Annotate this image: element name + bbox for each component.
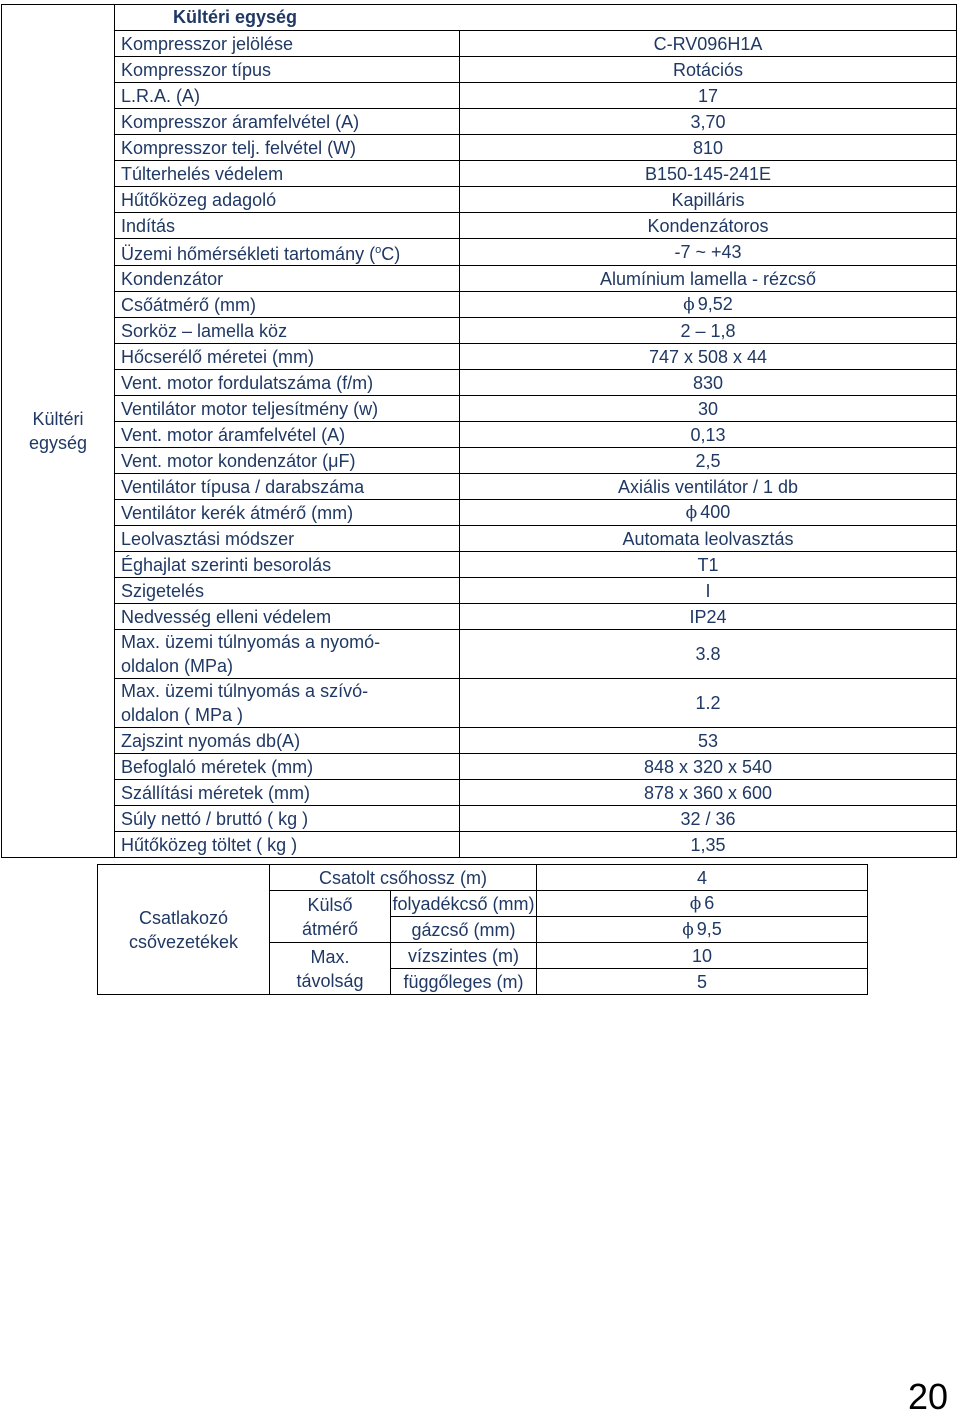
spec-value: Kondenzátoros (460, 213, 957, 239)
spec-label: Kompresszor jelölése (115, 31, 460, 57)
horizontal-label: vízszintes (m) (391, 943, 537, 969)
spec-label: Csőátmérő (mm) (115, 292, 460, 318)
spec-value: 32 / 36 (460, 806, 957, 832)
max-distance-label (270, 943, 391, 995)
spec-row (2, 239, 957, 266)
spec-label-line2: oldalon (MPa) (121, 656, 234, 676)
pipe-group-line1: Csatlakozó (138, 907, 229, 928)
spec-label: Ventilátor típusa / darabszáma (115, 474, 460, 500)
spec-label (115, 630, 460, 679)
spec-label: Ventilátor kerék átmérő (mm) (115, 500, 460, 526)
spec-label: Vent. motor fordulatszáma (f/m) (115, 370, 460, 396)
pipe-connection-table (97, 864, 868, 995)
spec-label (115, 239, 460, 266)
spec-label: Éghajlat szerinti besorolás (115, 552, 460, 578)
spec-label: Sorköz – lamella köz (115, 318, 460, 344)
side-label (2, 5, 115, 858)
spec-value-number: 400 (700, 502, 731, 522)
spec-row (2, 526, 957, 552)
gas-pipe-label: gázcső (mm) (391, 917, 537, 943)
spec-label: Hűtőközeg töltet ( kg ) (115, 832, 460, 858)
spec-label-line1: Max. üzemi túlnyomás a nyomó- (121, 632, 381, 652)
spec-row (2, 266, 957, 292)
spec-value: IP24 (460, 604, 957, 630)
spec-label: Túlterhelés védelem (115, 161, 460, 187)
spec-row (2, 318, 957, 344)
spec-row (2, 135, 957, 161)
spec-value: 1,35 (460, 832, 957, 858)
spec-label-line1: Max. üzemi túlnyomás a szívó- (121, 681, 369, 701)
spec-value: 30 (460, 396, 957, 422)
spec-label: Szigetelés (115, 578, 460, 604)
spec-label: Kompresszor áramfelvétel (A) (115, 109, 460, 135)
max-distance-line2: távolság (296, 970, 364, 991)
spec-row (2, 604, 957, 630)
side-label-line2: egység (28, 433, 88, 453)
attached-length-label: Csatolt csőhossz (m) (270, 865, 537, 891)
spec-row (2, 474, 957, 500)
spec-value: Alumínium lamella - rézcső (460, 266, 957, 292)
liquid-pipe-value (537, 891, 868, 917)
spec-label: L.R.A. (A) (115, 83, 460, 109)
spec-label-line2: oldalon ( MPa ) (121, 705, 244, 725)
outer-diameter-line1: Külső (307, 894, 353, 915)
spec-label: Nedvesség elleni védelem (115, 604, 460, 630)
spec-row (2, 109, 957, 135)
spec-row (2, 630, 957, 679)
outdoor-unit-spec-table (1, 4, 957, 858)
pipe-group-label (98, 865, 270, 995)
spec-row (2, 396, 957, 422)
spec-row (2, 292, 957, 318)
spec-value: 810 (460, 135, 957, 161)
spec-value: 2,5 (460, 448, 957, 474)
spec-label: Hőcserélő méretei (mm) (115, 344, 460, 370)
spec-label: Kompresszor telj. felvétel (W) (115, 135, 460, 161)
spec-label (115, 679, 460, 728)
spec-value: -7 ~ +43 (460, 239, 957, 266)
spec-row (2, 31, 957, 57)
spec-value: 848 x 320 x 540 (460, 754, 957, 780)
spec-label: Vent. motor kondenzátor (μF) (115, 448, 460, 474)
spec-value: 0,13 (460, 422, 957, 448)
spec-label-text: Üzemi hőmérsékleti tartomány ( (121, 244, 376, 264)
horizontal-value: 10 (537, 943, 868, 969)
outer-diameter-line2: átmérő (301, 918, 359, 939)
spec-row (2, 213, 957, 239)
spec-label: Szállítási méretek (mm) (115, 780, 460, 806)
max-distance-line1: Max. (310, 946, 350, 967)
spec-label: Kondenzátor (115, 266, 460, 292)
spec-label-unit: C) (381, 244, 401, 264)
spec-value: Axiális ventilátor / 1 db (460, 474, 957, 500)
vertical-value: 5 (537, 969, 868, 995)
vertical-label: függőleges (m) (391, 969, 537, 995)
spec-label: Hűtőközeg adagoló (115, 187, 460, 213)
spec-row (2, 806, 957, 832)
spec-value: 3.8 (460, 630, 957, 679)
spec-value: I (460, 578, 957, 604)
spec-value: 878 x 360 x 600 (460, 780, 957, 806)
table-header: Kültéri egység (115, 5, 957, 31)
spec-label: Indítás (115, 213, 460, 239)
spec-value: 2 – 1,8 (460, 318, 957, 344)
attached-length-value: 4 (537, 865, 868, 891)
liquid-pipe-label: folyadékcső (mm) (391, 891, 537, 917)
pipe-group-line2: csővezetékek (128, 931, 239, 952)
gas-pipe-value (537, 917, 868, 943)
spec-row (2, 754, 957, 780)
spec-row (2, 187, 957, 213)
spec-row (2, 832, 957, 858)
spec-value-number: 9,52 (697, 294, 733, 314)
gas-pipe-number: 9,5 (696, 919, 722, 939)
spec-label: Zajszint nyomás db(A) (115, 728, 460, 754)
spec-row (2, 578, 957, 604)
spec-value (460, 292, 957, 318)
degree-superscript: o (375, 244, 382, 256)
spec-value (460, 500, 957, 526)
spec-label: Befoglaló méretek (mm) (115, 754, 460, 780)
spec-value: 747 x 508 x 44 (460, 344, 957, 370)
diameter-symbol-icon: ϕ (689, 894, 702, 914)
diameter-symbol-icon: ϕ (685, 503, 698, 523)
spec-row (2, 780, 957, 806)
spec-row (2, 679, 957, 728)
spec-value: 53 (460, 728, 957, 754)
spec-row (2, 500, 957, 526)
spec-label: Ventilátor motor teljesítmény (w) (115, 396, 460, 422)
spec-value: C-RV096H1A (460, 31, 957, 57)
spec-row (2, 448, 957, 474)
spec-row (2, 161, 957, 187)
spec-label: Leolvasztási módszer (115, 526, 460, 552)
spec-value: B150-145-241E (460, 161, 957, 187)
spec-value: Automata leolvasztás (460, 526, 957, 552)
spec-value: Kapilláris (460, 187, 957, 213)
spec-row (2, 57, 957, 83)
spec-row (2, 83, 957, 109)
spec-row (2, 370, 957, 396)
spec-value: 830 (460, 370, 957, 396)
spec-value: 3,70 (460, 109, 957, 135)
spec-row (2, 552, 957, 578)
spec-row (2, 728, 957, 754)
spec-value: Rotációs (460, 57, 957, 83)
spec-value: T1 (460, 552, 957, 578)
spec-label: Kompresszor típus (115, 57, 460, 83)
diameter-symbol-icon: ϕ (682, 920, 694, 940)
side-label-line1: Kültéri (32, 409, 84, 429)
spec-row (2, 422, 957, 448)
page-number: 20 (907, 1376, 948, 1417)
spec-value: 1.2 (460, 679, 957, 728)
outer-diameter-label (270, 891, 391, 943)
spec-value: 17 (460, 83, 957, 109)
diameter-symbol-icon: ϕ (683, 295, 695, 315)
spec-label: Vent. motor áramfelvétel (A) (115, 422, 460, 448)
spec-row (2, 344, 957, 370)
spec-label: Súly nettó / bruttó ( kg ) (115, 806, 460, 832)
liquid-pipe-number: 6 (704, 893, 715, 913)
